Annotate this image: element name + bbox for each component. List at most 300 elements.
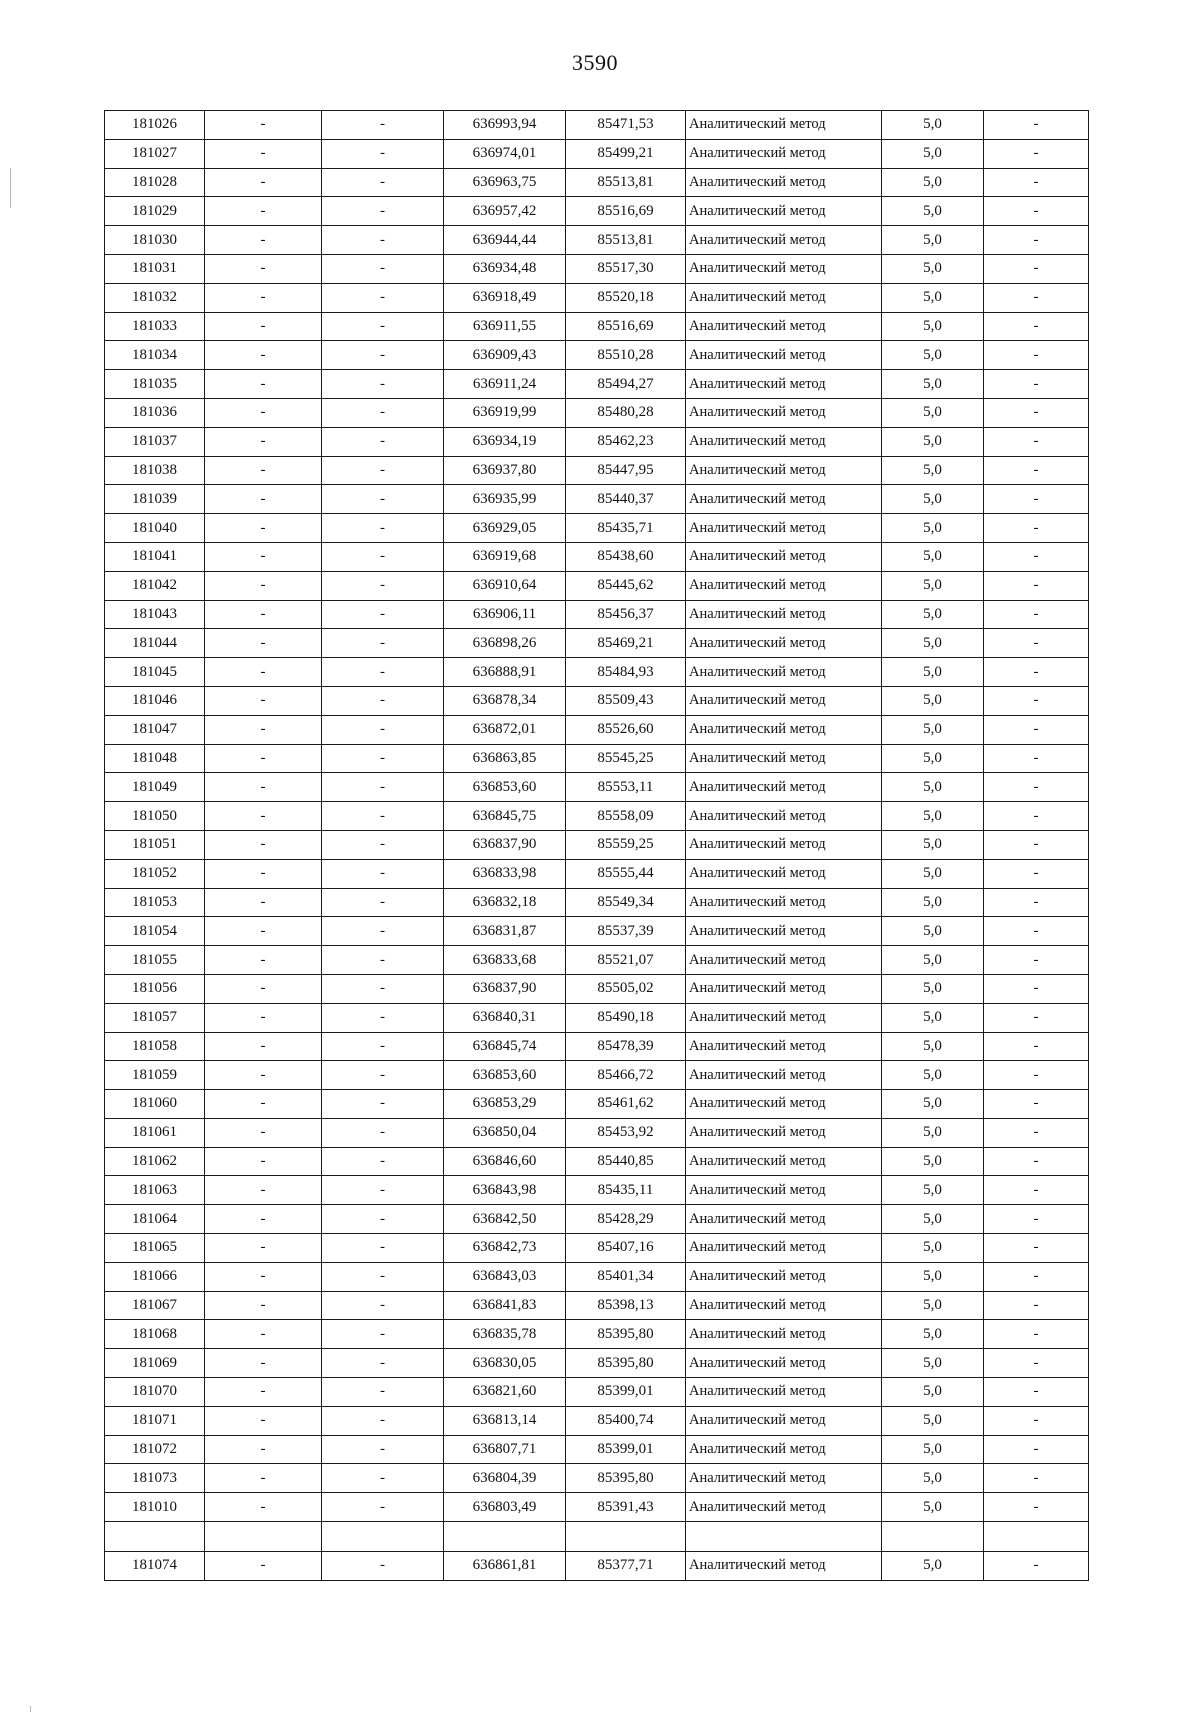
table-cell: -: [984, 1090, 1089, 1119]
table-cell: 181069: [105, 1349, 205, 1378]
table-row: [105, 888, 1089, 917]
table-cell: -: [322, 802, 444, 831]
method-cell: Аналитический метод: [686, 427, 882, 456]
table-cell: 636830,05: [444, 1349, 566, 1378]
table-cell: 181062: [105, 1147, 205, 1176]
table-cell: -: [205, 1262, 322, 1291]
table-cell: -: [205, 1205, 322, 1234]
table-cell: 85453,92: [566, 1118, 686, 1147]
table-cell: -: [984, 427, 1089, 456]
table-row: [105, 542, 1089, 571]
table-cell: 181048: [105, 744, 205, 773]
table-cell: -: [322, 1176, 444, 1205]
table-cell: -: [322, 830, 444, 859]
table-row: [105, 946, 1089, 975]
table-cell: 181067: [105, 1291, 205, 1320]
table-cell: -: [984, 686, 1089, 715]
method-cell: Аналитический метод: [686, 283, 882, 312]
method-cell: Аналитический метод: [686, 1262, 882, 1291]
table-cell: 5,0: [882, 1464, 984, 1493]
table-cell: 85526,60: [566, 715, 686, 744]
method-cell: Аналитический метод: [686, 456, 882, 485]
table-cell: -: [322, 715, 444, 744]
table-cell: 5,0: [882, 1378, 984, 1407]
table-cell: -: [205, 1378, 322, 1407]
table-cell: 85471,53: [566, 111, 686, 140]
table-cell: -: [322, 226, 444, 255]
table-cell: -: [205, 456, 322, 485]
table-cell: 5,0: [882, 600, 984, 629]
table-cell: 5,0: [882, 1032, 984, 1061]
table-cell: -: [984, 1262, 1089, 1291]
table-cell: -: [322, 168, 444, 197]
table-row: [105, 974, 1089, 1003]
table-cell: 5,0: [882, 1552, 984, 1581]
table-row: [105, 1464, 1089, 1493]
table-cell: 636963,75: [444, 168, 566, 197]
table-cell: 5,0: [882, 197, 984, 226]
table-cell: 85499,21: [566, 139, 686, 168]
table-cell: -: [322, 312, 444, 341]
table-cell: [882, 1522, 984, 1552]
table-cell: -: [322, 629, 444, 658]
table-cell: 181044: [105, 629, 205, 658]
table-cell: 5,0: [882, 859, 984, 888]
table-cell: -: [984, 1205, 1089, 1234]
table-cell: 636898,26: [444, 629, 566, 658]
table-cell: -: [322, 1291, 444, 1320]
table-cell: 181041: [105, 542, 205, 571]
table-cell: 636878,34: [444, 686, 566, 715]
table-cell: 85466,72: [566, 1061, 686, 1090]
table-cell: 636837,90: [444, 830, 566, 859]
table-cell: -: [322, 197, 444, 226]
table-cell: -: [322, 1147, 444, 1176]
table-cell: -: [205, 917, 322, 946]
table-cell: -: [322, 773, 444, 802]
table-cell: 85445,62: [566, 571, 686, 600]
table-cell: 181029: [105, 197, 205, 226]
table-cell: 636840,31: [444, 1003, 566, 1032]
table-cell: 181072: [105, 1435, 205, 1464]
table-cell: -: [984, 1493, 1089, 1522]
table-cell: -: [322, 1262, 444, 1291]
table-cell: 5,0: [882, 802, 984, 831]
table-cell: 85509,43: [566, 686, 686, 715]
table-row: [105, 686, 1089, 715]
table-cell: 85478,39: [566, 1032, 686, 1061]
table-row: [105, 802, 1089, 831]
table-cell: 5,0: [882, 398, 984, 427]
table-cell: -: [205, 1118, 322, 1147]
table-cell: -: [322, 370, 444, 399]
table-cell: -: [205, 1349, 322, 1378]
table-cell: -: [322, 917, 444, 946]
table-cell: 636911,24: [444, 370, 566, 399]
table-cell: 181057: [105, 1003, 205, 1032]
table-cell: -: [984, 398, 1089, 427]
table-cell: -: [984, 456, 1089, 485]
table-cell: -: [322, 139, 444, 168]
table-cell: 85462,23: [566, 427, 686, 456]
table-cell: 636833,68: [444, 946, 566, 975]
table-cell: 636872,01: [444, 715, 566, 744]
table-cell: 85549,34: [566, 888, 686, 917]
table-cell: -: [322, 485, 444, 514]
table-cell: -: [984, 1464, 1089, 1493]
table-cell: 85513,81: [566, 168, 686, 197]
table-cell: 636934,48: [444, 254, 566, 283]
table-row: [105, 600, 1089, 629]
table-cell: 85399,01: [566, 1435, 686, 1464]
table-cell: 5,0: [882, 1003, 984, 1032]
table-cell: -: [205, 1464, 322, 1493]
table-cell: -: [322, 341, 444, 370]
table-cell: -: [984, 830, 1089, 859]
table-cell: 181038: [105, 456, 205, 485]
table-cell: -: [984, 312, 1089, 341]
table-cell: 85428,29: [566, 1205, 686, 1234]
method-cell: Аналитический метод: [686, 802, 882, 831]
table-cell: 5,0: [882, 888, 984, 917]
method-cell: Аналитический метод: [686, 1147, 882, 1176]
table-cell: -: [205, 629, 322, 658]
table-cell: -: [984, 283, 1089, 312]
table-cell: 636863,85: [444, 744, 566, 773]
table-cell: [444, 1522, 566, 1552]
table-cell: 85553,11: [566, 773, 686, 802]
table-cell: -: [984, 658, 1089, 687]
table-cell: 636803,49: [444, 1493, 566, 1522]
table-row: [105, 1493, 1089, 1522]
table-cell: 181036: [105, 398, 205, 427]
table-row: [105, 341, 1089, 370]
table-cell: 5,0: [882, 744, 984, 773]
table-cell: 85400,74: [566, 1406, 686, 1435]
table-cell: -: [205, 1234, 322, 1263]
table-cell: 5,0: [882, 139, 984, 168]
table-cell: -: [322, 1378, 444, 1407]
table-cell: 636833,98: [444, 859, 566, 888]
table-cell: -: [984, 1147, 1089, 1176]
method-cell: Аналитический метод: [686, 859, 882, 888]
table-cell: 636911,55: [444, 312, 566, 341]
table-cell: 5,0: [882, 658, 984, 687]
method-cell: Аналитический метод: [686, 254, 882, 283]
table-cell: 85395,80: [566, 1464, 686, 1493]
table-cell: 85391,43: [566, 1493, 686, 1522]
table-row: [105, 1118, 1089, 1147]
method-cell: Аналитический метод: [686, 1061, 882, 1090]
table-cell: 636888,91: [444, 658, 566, 687]
table-cell: 85513,81: [566, 226, 686, 255]
table-cell: 181035: [105, 370, 205, 399]
table-cell: -: [322, 542, 444, 571]
table-cell: 636843,98: [444, 1176, 566, 1205]
table-cell: -: [984, 1378, 1089, 1407]
table-cell: -: [984, 1176, 1089, 1205]
method-cell: Аналитический метод: [686, 917, 882, 946]
table-cell: -: [205, 1147, 322, 1176]
table-cell: -: [322, 254, 444, 283]
table-cell: 85395,80: [566, 1349, 686, 1378]
table-cell: -: [205, 1061, 322, 1090]
table-cell: 85516,69: [566, 197, 686, 226]
table-cell: 181071: [105, 1406, 205, 1435]
table-cell: 636934,19: [444, 427, 566, 456]
table-cell: 85377,71: [566, 1552, 686, 1581]
table-cell: 5,0: [882, 1349, 984, 1378]
table-cell: 181042: [105, 571, 205, 600]
method-cell: Аналитический метод: [686, 571, 882, 600]
table-cell: 181034: [105, 341, 205, 370]
table-row: [105, 658, 1089, 687]
table-cell: -: [984, 974, 1089, 1003]
table-cell: -: [322, 859, 444, 888]
table-row: [105, 859, 1089, 888]
table-cell: 85521,07: [566, 946, 686, 975]
table-cell: 181045: [105, 658, 205, 687]
table-cell: 636909,43: [444, 341, 566, 370]
table-cell: -: [205, 1090, 322, 1119]
table-cell: 85395,80: [566, 1320, 686, 1349]
method-cell: Аналитический метод: [686, 139, 882, 168]
table-cell: -: [984, 1349, 1089, 1378]
table-cell: 181064: [105, 1205, 205, 1234]
table-row: [105, 1032, 1089, 1061]
table-cell: 5,0: [882, 571, 984, 600]
table-cell: -: [205, 974, 322, 1003]
table-cell: -: [205, 341, 322, 370]
table-cell: 5,0: [882, 226, 984, 255]
table-cell: 636842,73: [444, 1234, 566, 1263]
table-cell: 636845,74: [444, 1032, 566, 1061]
table-cell: -: [205, 830, 322, 859]
table-cell: 181063: [105, 1176, 205, 1205]
table-cell: -: [322, 888, 444, 917]
table-cell: 181047: [105, 715, 205, 744]
table-cell: 181040: [105, 514, 205, 543]
table-row: [105, 456, 1089, 485]
coordinates-table: [104, 110, 1089, 1581]
table-row: [105, 111, 1089, 140]
method-cell: Аналитический метод: [686, 1090, 882, 1119]
table-row: [105, 1147, 1089, 1176]
method-cell: Аналитический метод: [686, 312, 882, 341]
table-cell: 636846,60: [444, 1147, 566, 1176]
table-cell: 636929,05: [444, 514, 566, 543]
table-row: [105, 1552, 1089, 1581]
table-cell: -: [322, 571, 444, 600]
table-cell: 636937,80: [444, 456, 566, 485]
table-cell: -: [322, 600, 444, 629]
table-cell: 636845,75: [444, 802, 566, 831]
method-cell: Аналитический метод: [686, 226, 882, 255]
table-cell: 636944,44: [444, 226, 566, 255]
table-cell: 636807,71: [444, 1435, 566, 1464]
table-row: [105, 485, 1089, 514]
table-cell: -: [205, 946, 322, 975]
table-cell: 85399,01: [566, 1378, 686, 1407]
table-cell: -: [205, 542, 322, 571]
scan-mark-bottom: [30, 1706, 31, 1712]
table-cell: -: [984, 111, 1089, 140]
method-cell: Аналитический метод: [686, 974, 882, 1003]
table-cell: 5,0: [882, 1118, 984, 1147]
table-cell: 5,0: [882, 715, 984, 744]
table-cell: 181056: [105, 974, 205, 1003]
table-cell: -: [322, 398, 444, 427]
table-cell: -: [205, 485, 322, 514]
table-cell: -: [205, 1435, 322, 1464]
method-cell: Аналитический метод: [686, 514, 882, 543]
table-cell: 85438,60: [566, 542, 686, 571]
method-cell: Аналитический метод: [686, 1118, 882, 1147]
table-cell: -: [205, 1493, 322, 1522]
table-row: [105, 197, 1089, 226]
table-cell: 181050: [105, 802, 205, 831]
table-row: [105, 1205, 1089, 1234]
table-row: [105, 139, 1089, 168]
table-cell: -: [984, 168, 1089, 197]
table-cell: [205, 1522, 322, 1552]
table-cell: 85484,93: [566, 658, 686, 687]
table-cell: -: [984, 485, 1089, 514]
table-cell: -: [322, 1118, 444, 1147]
table-cell: -: [205, 686, 322, 715]
table-cell: 85516,69: [566, 312, 686, 341]
table-row: [105, 514, 1089, 543]
table-cell: 5,0: [882, 1291, 984, 1320]
method-cell: Аналитический метод: [686, 1320, 882, 1349]
table-cell: -: [322, 1406, 444, 1435]
method-cell: Аналитический метод: [686, 888, 882, 917]
table-cell: 5,0: [882, 917, 984, 946]
table-cell: 636935,99: [444, 485, 566, 514]
table-cell: 181046: [105, 686, 205, 715]
table-cell: 5,0: [882, 1262, 984, 1291]
table-cell: -: [205, 658, 322, 687]
table-cell: 181061: [105, 1118, 205, 1147]
table-cell: 5,0: [882, 1090, 984, 1119]
table-cell: 636842,50: [444, 1205, 566, 1234]
table-cell: -: [322, 1205, 444, 1234]
table-cell: 636853,60: [444, 1061, 566, 1090]
table-cell: 636843,03: [444, 1262, 566, 1291]
table-row: [105, 370, 1089, 399]
table-cell: 181043: [105, 600, 205, 629]
table-cell: 181027: [105, 139, 205, 168]
table-cell: -: [984, 917, 1089, 946]
table-cell: -: [205, 168, 322, 197]
table-cell: 181026: [105, 111, 205, 140]
table-cell: 85510,28: [566, 341, 686, 370]
method-cell: Аналитический метод: [686, 830, 882, 859]
table-cell: 636832,18: [444, 888, 566, 917]
table-cell: -: [984, 1435, 1089, 1464]
table-cell: 636910,64: [444, 571, 566, 600]
table-cell: 85447,95: [566, 456, 686, 485]
table-row: [105, 629, 1089, 658]
table-cell: 85401,34: [566, 1262, 686, 1291]
table-row: [105, 1090, 1089, 1119]
table-cell: 181052: [105, 859, 205, 888]
table-cell: -: [984, 1003, 1089, 1032]
table-cell: 85537,39: [566, 917, 686, 946]
table-row: [105, 1406, 1089, 1435]
table-cell: 181054: [105, 917, 205, 946]
method-cell: Аналитический метод: [686, 773, 882, 802]
method-cell: Аналитический метод: [686, 1176, 882, 1205]
table-row: [105, 744, 1089, 773]
table-cell: 85440,85: [566, 1147, 686, 1176]
method-cell: Аналитический метод: [686, 197, 882, 226]
table-cell: 5,0: [882, 1406, 984, 1435]
table-cell: -: [984, 1118, 1089, 1147]
table-cell: -: [322, 111, 444, 140]
table-cell: 181065: [105, 1234, 205, 1263]
table-cell: 85435,11: [566, 1176, 686, 1205]
table-cell: 181039: [105, 485, 205, 514]
table-cell: -: [984, 197, 1089, 226]
table-cell: 636813,14: [444, 1406, 566, 1435]
table-cell: -: [205, 226, 322, 255]
method-cell: Аналитический метод: [686, 1291, 882, 1320]
table-cell: -: [205, 398, 322, 427]
table-cell: -: [322, 1003, 444, 1032]
table-cell: 5,0: [882, 370, 984, 399]
table-cell: 636918,49: [444, 283, 566, 312]
table-cell: 181066: [105, 1262, 205, 1291]
method-cell: Аналитический метод: [686, 686, 882, 715]
method-cell: [686, 1522, 882, 1552]
table-cell: 5,0: [882, 629, 984, 658]
table-cell: 636861,81: [444, 1552, 566, 1581]
method-cell: Аналитический метод: [686, 168, 882, 197]
table-cell: -: [205, 312, 322, 341]
method-cell: Аналитический метод: [686, 715, 882, 744]
table-cell: 5,0: [882, 341, 984, 370]
method-cell: Аналитический метод: [686, 398, 882, 427]
table-cell: 636804,39: [444, 1464, 566, 1493]
table-cell: 181059: [105, 1061, 205, 1090]
table-row: [105, 427, 1089, 456]
method-cell: Аналитический метод: [686, 1493, 882, 1522]
table-cell: -: [984, 773, 1089, 802]
table-cell: 5,0: [882, 485, 984, 514]
table-cell: -: [322, 686, 444, 715]
table-row: [105, 1291, 1089, 1320]
table-cell: -: [984, 1234, 1089, 1263]
table-cell: -: [322, 1493, 444, 1522]
table-row: [105, 1262, 1089, 1291]
table-cell: 85435,71: [566, 514, 686, 543]
table-cell: 85461,62: [566, 1090, 686, 1119]
table-cell: 5,0: [882, 312, 984, 341]
table-cell: -: [322, 946, 444, 975]
table-cell: -: [984, 629, 1089, 658]
table-cell: 5,0: [882, 1234, 984, 1263]
table-cell: 636919,68: [444, 542, 566, 571]
table-cell: 181055: [105, 946, 205, 975]
table-cell: -: [322, 1435, 444, 1464]
table-cell: 636853,29: [444, 1090, 566, 1119]
table-cell: -: [322, 283, 444, 312]
method-cell: Аналитический метод: [686, 1378, 882, 1407]
table-cell: -: [205, 283, 322, 312]
table-cell: -: [205, 600, 322, 629]
table-cell: -: [322, 456, 444, 485]
